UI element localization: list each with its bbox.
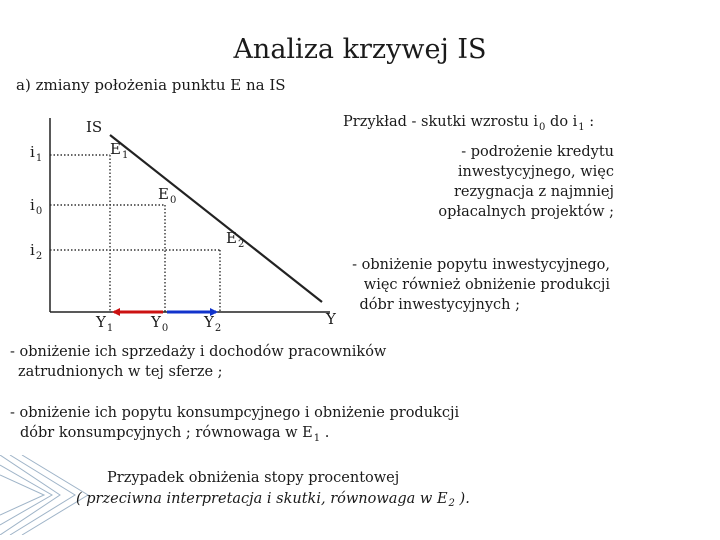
rate-sub: 2 <box>35 251 43 262</box>
example-point-4-line1: - obniżenie ich popytu konsumpcyjnego i obniżenie produkcji <box>10 405 460 421</box>
income-base: Y <box>204 313 214 331</box>
income-label-y2 <box>204 313 221 334</box>
point-sub: 0 <box>169 195 177 206</box>
example-point-1-line: rezygnacja z najmniej <box>453 184 614 200</box>
example-heading-post: : <box>584 114 595 130</box>
point-sub: 1 <box>121 150 129 161</box>
example-heading-pre: Przykład - skutki wzrostu i <box>343 114 539 130</box>
example-heading-sub2: 1 <box>578 122 585 133</box>
income-label-y0 <box>151 313 168 334</box>
income-sub: 2 <box>214 323 222 334</box>
example-point-4-pre: dóbr konsumpcyjnych ; równowaga w E <box>20 425 313 441</box>
income-sub: 1 <box>106 323 114 334</box>
example-point-2-line: więc również obniżenie produkcji <box>363 277 610 293</box>
footer-note-pre: ( przeciwna interpretacja i skutki, równowaga w E <box>76 491 448 507</box>
section-subtitle: a) zmiany położenia punktu E na IS <box>16 76 286 94</box>
footer-note-post: ). <box>454 491 470 507</box>
rate-base: i <box>30 143 35 161</box>
rate-label-i0 <box>30 196 42 217</box>
example-point-1-line: - podrożenie kredytu <box>461 144 614 160</box>
point-label-e2 <box>226 229 244 250</box>
example-heading-sub1: 0 <box>539 122 546 133</box>
example-point-1-line: opłacalnych projektów ; <box>438 204 614 220</box>
example-point-1 <box>380 142 614 222</box>
point-base: E <box>226 229 237 247</box>
rate-base: i <box>30 241 35 259</box>
is-curve-label: IS <box>86 118 103 136</box>
example-point-2 <box>300 255 610 315</box>
income-label-y1 <box>96 313 113 334</box>
point-sub: 2 <box>237 239 245 250</box>
income-base: Y <box>96 313 106 331</box>
example-point-4-line2 <box>10 423 459 449</box>
example-heading <box>343 112 594 138</box>
rate-label-i1 <box>30 143 42 164</box>
example-point-3-line: zatrudnionych w tej sferze ; <box>18 364 223 380</box>
footer-case-title: Przypadek obniżenia stopy procentowej <box>107 470 400 486</box>
example-point-3 <box>10 342 386 382</box>
footer-case-note <box>76 489 470 514</box>
x-axis-label: Y <box>326 310 336 328</box>
example-point-4-sub: 1 <box>313 433 321 444</box>
income-sub: 0 <box>161 323 169 334</box>
example-point-2-line: dóbr inwestycyjnych ; <box>359 297 520 313</box>
rate-sub: 1 <box>35 153 43 164</box>
rate-label-i2 <box>30 241 42 262</box>
example-point-4 <box>10 403 459 449</box>
rate-base: i <box>30 196 35 214</box>
example-point-4-post: . <box>320 425 330 441</box>
footer-note-sub: 2 <box>448 498 455 509</box>
point-base: E <box>158 185 169 203</box>
rate-sub: 0 <box>35 206 43 217</box>
example-point-2-line: - obniżenie popytu inwestycyjnego, <box>352 257 610 273</box>
page-title: Analiza krzywej IS <box>233 34 487 65</box>
example-point-1-line: inwestycyjnego, więc <box>457 164 614 180</box>
is-curve-line <box>110 135 322 302</box>
example-heading-mid: do i <box>545 114 578 130</box>
point-label-e0 <box>158 185 176 206</box>
point-base: E <box>110 140 121 158</box>
income-base: Y <box>151 313 161 331</box>
point-label-e1 <box>110 140 128 161</box>
example-point-3-line: - obniżenie ich sprzedaży i dochodów pracowników <box>10 344 387 360</box>
